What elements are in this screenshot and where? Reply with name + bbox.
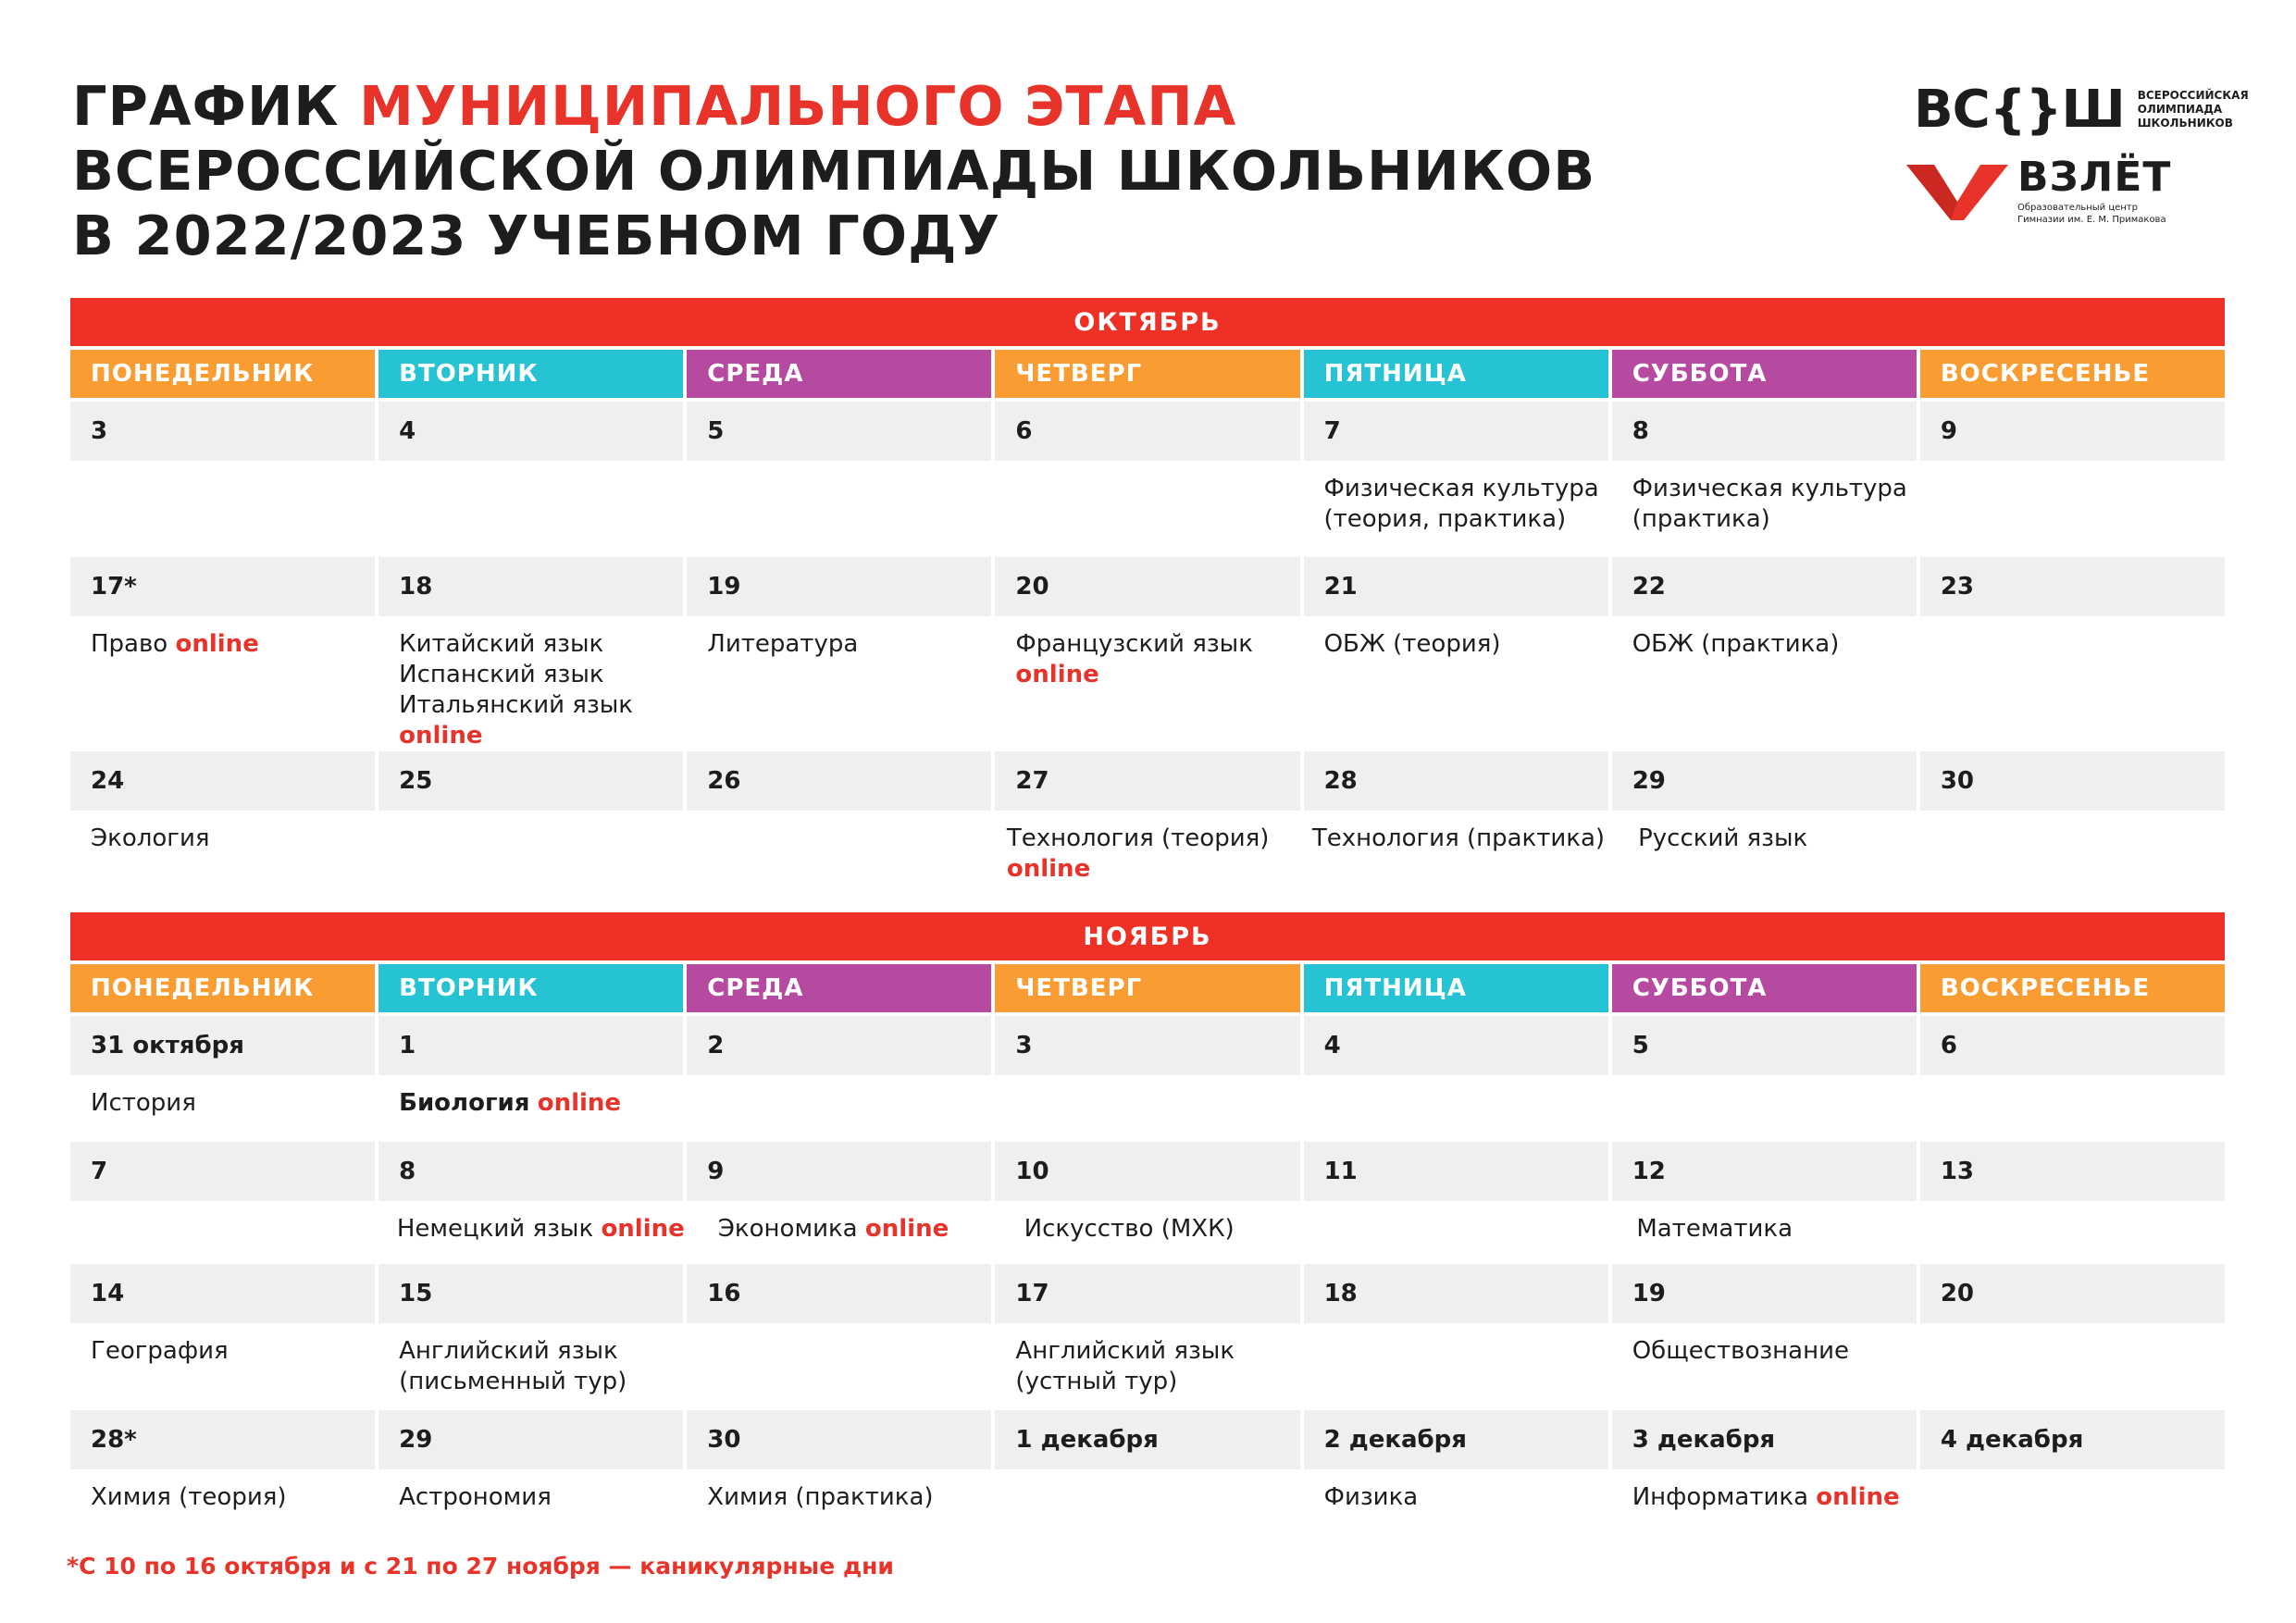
olympiad-subject <box>1324 629 1599 660</box>
weekday-header: СРЕДА <box>687 964 991 1012</box>
event-cell <box>995 616 1299 751</box>
event-cell <box>379 461 683 553</box>
date-cell: 29 <box>379 1410 683 1469</box>
olympiad-subject <box>1007 854 1279 885</box>
event-cell <box>1612 1075 1917 1138</box>
event-cell <box>70 1075 375 1138</box>
event-cell <box>70 616 375 751</box>
olympiad-subject <box>1323 504 1598 535</box>
date-row <box>70 751 2225 811</box>
event-cell <box>1292 811 1614 899</box>
date-cell: 5 <box>1612 1016 1917 1075</box>
event-cell <box>1304 1075 1608 1138</box>
november-weeks <box>70 1016 2225 1529</box>
subject-name: (письменный тур) <box>399 1368 627 1395</box>
date-row <box>70 557 2225 616</box>
date-cell: 2 декабря <box>1304 1410 1608 1469</box>
date-cell: 31 октября <box>70 1016 375 1075</box>
subject-name: Экономика <box>717 1215 858 1243</box>
olympiad-subject <box>399 629 674 660</box>
subject-name: Обществознание <box>1632 1337 1850 1365</box>
olympiad-subject <box>707 1482 982 1513</box>
subject-name: (устный тур) <box>1015 1368 1178 1395</box>
date-cell: 6 <box>1920 1016 2225 1075</box>
october-calendar <box>70 298 2225 899</box>
subject-name: Литература <box>707 630 859 658</box>
weekday-header: СРЕДА <box>687 350 991 398</box>
title-line-2: ВСЕРОССИЙСКОЙ ОЛИМПИАДЫ ШКОЛЬНИКОВ <box>72 139 1596 203</box>
date-cell: 28 <box>1304 751 1608 811</box>
title-line-3: В 2022/2023 УЧЕБНОМ ГОДУ <box>72 204 1001 267</box>
event-cell <box>1304 1469 1608 1529</box>
date-cell: 19 <box>687 557 991 616</box>
subject-name: ОБЖ (практика) <box>1632 630 1840 658</box>
date-cell: 7 <box>1304 402 1608 461</box>
olympiad-subject <box>399 1367 674 1397</box>
olympiad-subject <box>1015 1336 1290 1367</box>
page-title <box>72 74 1595 268</box>
subject-name: Биология <box>399 1089 530 1117</box>
online-tag: online <box>1816 1483 1900 1511</box>
date-cell: 13 <box>1920 1142 2225 1201</box>
weekday-header: ЧЕТВЕРГ <box>995 350 1299 398</box>
subject-name: (теория, практика) <box>1323 505 1567 533</box>
event-cell <box>698 1201 1000 1260</box>
olympiad-subject <box>1007 824 1279 854</box>
olympiad-subject <box>1015 660 1290 690</box>
date-cell: 3 <box>70 402 375 461</box>
event-cell <box>995 461 1299 553</box>
date-row <box>70 1016 2225 1075</box>
olympiad-subject <box>1632 629 1907 660</box>
event-cell <box>687 1323 991 1406</box>
event-cell <box>1618 811 1919 899</box>
date-cell: 5 <box>687 402 991 461</box>
title-accent: МУНИЦИПАЛЬНОГО ЭТАПА <box>359 74 1237 138</box>
online-tag: online <box>1015 661 1099 688</box>
olympiad-subject <box>1312 824 1605 854</box>
subject-name: Право <box>91 630 168 658</box>
olympiad-subject <box>399 690 674 721</box>
event-cell <box>1920 1469 2225 1529</box>
vsosh-logo-word: ВС{}Ш <box>1914 79 2125 140</box>
date-row <box>70 1264 2225 1323</box>
olympiad-subject <box>91 629 366 660</box>
date-cell: 21 <box>1304 557 1608 616</box>
subject-name: (практика) <box>1632 505 1770 533</box>
date-cell: 9 <box>1920 402 2225 461</box>
olympiad-subject <box>1632 1482 1907 1513</box>
event-cell <box>995 1323 1299 1406</box>
date-cell: 8 <box>1612 402 1917 461</box>
subject-name: Английский язык <box>1015 1337 1235 1365</box>
online-tag: online <box>1006 855 1091 883</box>
vzlet-logo <box>1906 154 2172 226</box>
vzlet-check-icon <box>1906 161 2008 222</box>
subject-name: Математика <box>1636 1215 1793 1243</box>
date-cell: 1 <box>379 1016 683 1075</box>
event-cell <box>1303 461 1607 553</box>
date-cell: 19 <box>1612 1264 1917 1323</box>
subject-name: История <box>91 1089 196 1117</box>
event-cell <box>376 811 677 899</box>
event-cell <box>1923 811 2225 899</box>
date-cell: 3 декабря <box>1612 1410 1917 1469</box>
event-cell <box>379 1323 683 1406</box>
event-cell <box>687 1075 991 1138</box>
date-cell: 18 <box>379 557 683 616</box>
weekday-header: СУББОТА <box>1612 350 1917 398</box>
olympiad-subject <box>397 1214 685 1245</box>
date-cell: 16 <box>687 1264 991 1323</box>
date-cell: 17 <box>995 1264 1299 1323</box>
vzlet-logo-subtitle: Образовательный центр Гимназии им. Е. М. Примакова <box>2017 203 2166 225</box>
event-cell <box>681 811 983 899</box>
event-cell <box>377 1201 694 1260</box>
subject-name: Химия (практика) <box>707 1483 934 1511</box>
date-cell: 8 <box>379 1142 683 1201</box>
date-cell: 28* <box>70 1410 375 1469</box>
month-header-october: ОКТЯБРЬ <box>70 298 2225 346</box>
subject-name: Французский язык <box>1015 630 1253 658</box>
olympiad-subject <box>399 1482 674 1513</box>
event-cell <box>1612 616 1917 751</box>
event-cell <box>70 1201 373 1260</box>
online-tag: online <box>864 1215 949 1243</box>
title-prefix: ГРАФИК <box>72 74 360 138</box>
olympiad-subject <box>1015 1367 1290 1397</box>
subject-name: Китайский язык <box>399 630 604 658</box>
event-cell <box>1920 461 2225 553</box>
weekday-header: СУББОТА <box>1612 964 1917 1012</box>
date-cell: 17* <box>70 557 375 616</box>
olympiad-subject <box>91 1482 366 1513</box>
olympiad-subject <box>1632 474 1907 504</box>
subject-name: Технология (практика) <box>1311 824 1606 852</box>
subject-name: Химия (теория) <box>91 1483 287 1511</box>
date-cell: 25 <box>379 751 683 811</box>
subject-name: Информатика <box>1632 1483 1809 1511</box>
event-cell <box>687 1469 991 1529</box>
event-cell <box>995 1075 1299 1138</box>
online-tag: online <box>601 1215 685 1243</box>
event-cell <box>687 616 991 751</box>
date-cell: 29 <box>1612 751 1917 811</box>
subject-name: Немецкий язык <box>396 1215 594 1243</box>
olympiad-subject <box>718 1214 991 1245</box>
date-cell: 9 <box>687 1142 991 1201</box>
vsosh-logo-subtitle: ВСЕРОССИЙСКАЯ ОЛИМПИАДА ШКОЛЬНИКОВ <box>2137 88 2249 130</box>
date-cell: 18 <box>1304 1264 1608 1323</box>
date-cell: 20 <box>1920 1264 2225 1323</box>
event-cell <box>1920 1323 2225 1406</box>
olympiad-subject <box>1324 1482 1599 1513</box>
olympiad-subject <box>1636 1214 1909 1245</box>
weekday-header: ЧЕТВЕРГ <box>995 964 1299 1012</box>
olympiad-subject <box>91 1088 366 1119</box>
events-row <box>70 1075 2225 1138</box>
date-cell: 11 <box>1304 1142 1608 1201</box>
date-cell: 30 <box>687 1410 991 1469</box>
date-row <box>70 1410 2225 1469</box>
date-cell: 20 <box>995 557 1299 616</box>
date-cell: 24 <box>70 751 375 811</box>
subject-name: Физическая культура <box>1632 475 1907 502</box>
olympiad-subject <box>399 1336 674 1367</box>
event-cell <box>987 811 1288 899</box>
olympiad-subject <box>399 1088 674 1119</box>
subject-name: География <box>91 1337 229 1365</box>
event-cell <box>1304 616 1608 751</box>
subject-name: Искусство (МХК) <box>1024 1215 1235 1243</box>
subject-name: Испанский язык <box>399 661 604 688</box>
title-line-1 <box>72 74 1595 139</box>
event-cell <box>1304 1323 1608 1406</box>
date-row <box>70 1142 2225 1201</box>
subject-name: Английский язык <box>399 1337 618 1365</box>
weekday-header: ПЯТНИЦА <box>1304 964 1608 1012</box>
event-cell <box>70 811 372 899</box>
events-row <box>70 811 2225 899</box>
event-cell <box>1612 1469 1917 1529</box>
date-cell: 7 <box>70 1142 375 1201</box>
events-row <box>70 1201 2225 1260</box>
event-cell <box>687 461 991 553</box>
weekday-header-row <box>70 350 2225 398</box>
event-cell <box>70 1469 375 1529</box>
event-cell <box>1309 1201 1612 1260</box>
events-row <box>70 1323 2225 1406</box>
event-cell <box>70 461 375 553</box>
date-cell: 27 <box>995 751 1299 811</box>
date-cell: 23 <box>1920 557 2225 616</box>
date-cell: 10 <box>995 1142 1299 1201</box>
olympiad-subject <box>91 824 363 854</box>
event-cell <box>379 1469 683 1529</box>
online-tag: online <box>175 630 259 658</box>
weekday-header-row <box>70 964 2225 1012</box>
subject-name: ОБЖ (теория) <box>1323 630 1501 658</box>
subject-name: Итальянский язык <box>399 691 634 719</box>
event-cell <box>379 1075 683 1138</box>
olympiad-subject <box>1015 629 1290 660</box>
weekday-header: ВОСКРЕСЕНЬЕ <box>1920 964 2225 1012</box>
weekday-header: ВТОРНИК <box>379 964 683 1012</box>
olympiad-subject <box>399 721 674 751</box>
events-row <box>70 616 2225 748</box>
event-cell <box>70 1323 375 1406</box>
event-cell <box>1920 1075 2225 1138</box>
online-tag: online <box>399 722 483 750</box>
event-cell <box>1612 1323 1917 1406</box>
events-row <box>70 461 2225 553</box>
weekday-header: ПОНЕДЕЛЬНИК <box>70 350 375 398</box>
olympiad-subject <box>1632 1336 1907 1367</box>
date-cell: 12 <box>1612 1142 1917 1201</box>
date-cell: 4 декабря <box>1920 1410 2225 1469</box>
date-cell: 22 <box>1612 557 1917 616</box>
subject-name: Физика <box>1323 1483 1419 1511</box>
event-cell <box>379 616 683 751</box>
olympiad-subject <box>1024 1214 1297 1245</box>
weekday-header: ВОСКРЕСЕНЬЕ <box>1920 350 2225 398</box>
event-cell <box>1004 1201 1307 1260</box>
subject-name: Русский язык <box>1638 824 1808 852</box>
date-cell: 26 <box>687 751 991 811</box>
subject-name: Физическая культура <box>1323 475 1599 502</box>
olympiad-subject <box>707 629 982 660</box>
event-cell <box>995 1469 1299 1529</box>
november-calendar <box>70 912 2225 1529</box>
olympiad-subject <box>91 1336 366 1367</box>
date-cell: 30 <box>1920 751 2225 811</box>
vzlet-logo-name: ВЗЛЁТ <box>2017 154 2172 201</box>
online-tag: online <box>537 1089 622 1117</box>
month-header-november: НОЯБРЬ <box>70 912 2225 960</box>
event-cell <box>1616 1201 1918 1260</box>
olympiad-subject <box>1638 824 1910 854</box>
weekday-header: ПОНЕДЕЛЬНИК <box>70 964 375 1012</box>
events-row <box>70 1469 2225 1529</box>
subject-name: Технология (теория) <box>1006 824 1270 852</box>
weekday-header: ПЯТНИЦА <box>1304 350 1608 398</box>
olympiad-subject <box>399 660 674 690</box>
date-cell: 4 <box>379 402 683 461</box>
vsosh-logo <box>1914 79 2249 140</box>
olympiad-subject <box>1632 504 1907 535</box>
date-cell: 14 <box>70 1264 375 1323</box>
date-cell: 1 декабря <box>995 1410 1299 1469</box>
event-cell <box>1922 1201 2225 1260</box>
date-cell: 6 <box>995 402 1299 461</box>
olympiad-subject <box>1323 474 1598 504</box>
weekday-header: ВТОРНИК <box>379 350 683 398</box>
date-cell: 2 <box>687 1016 991 1075</box>
date-row <box>70 402 2225 461</box>
date-cell: 15 <box>379 1264 683 1323</box>
subject-name: Экология <box>91 824 210 852</box>
subject-name: Астрономия <box>399 1483 552 1511</box>
date-cell: 4 <box>1304 1016 1608 1075</box>
event-cell <box>1612 461 1917 553</box>
footnote: *С 10 по 16 октября и с 21 по 27 ноября — каникулярные дни <box>67 1553 894 1580</box>
date-cell: 3 <box>995 1016 1299 1075</box>
october-weeks <box>70 402 2225 899</box>
event-cell <box>1920 616 2225 751</box>
